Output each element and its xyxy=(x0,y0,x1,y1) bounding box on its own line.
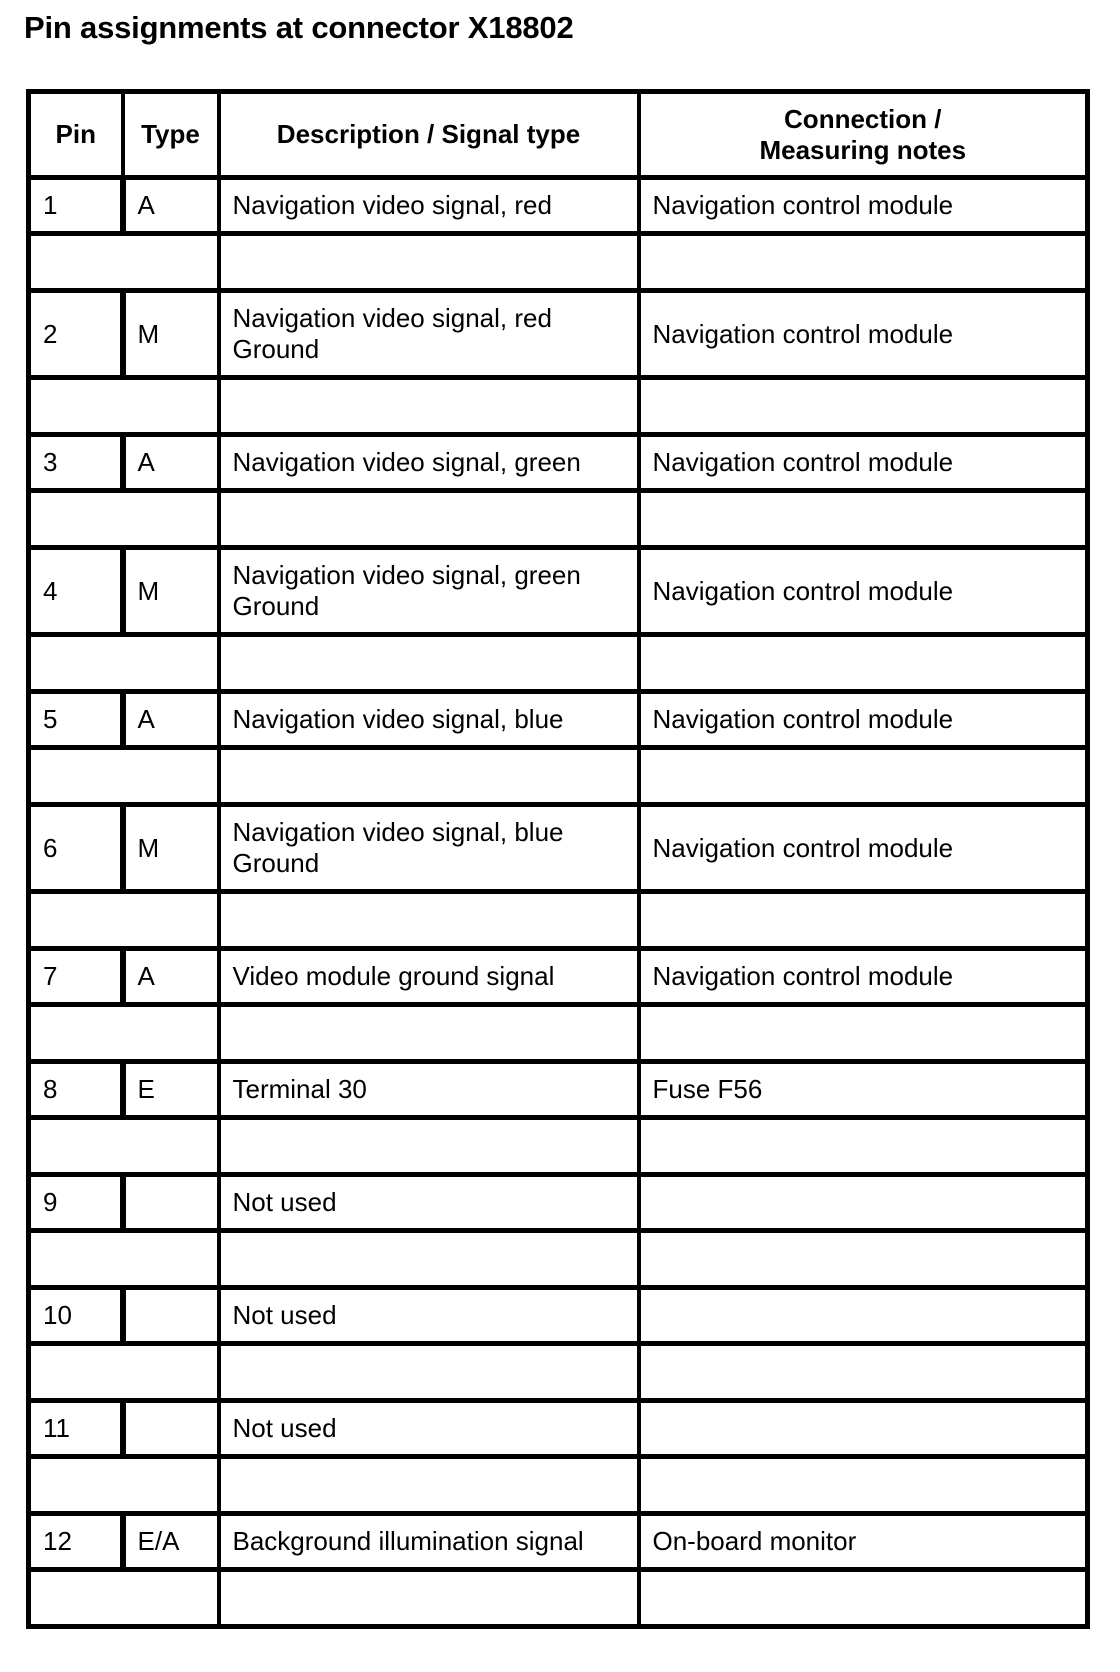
spacer-cell xyxy=(219,1231,639,1288)
pin-cell: 4 xyxy=(29,548,123,635)
table-row xyxy=(29,435,1088,491)
pin-cell: 12 xyxy=(29,1514,123,1570)
table-row xyxy=(29,1401,1088,1457)
header-connection-line1: Connection / xyxy=(784,103,942,134)
page-title: Pin assignments at connector X18802 xyxy=(24,10,574,45)
pin-cell: 5 xyxy=(29,692,123,748)
spacer-cell xyxy=(219,234,639,291)
pin-cell: 7 xyxy=(29,949,123,1005)
spacer-cell xyxy=(29,748,219,805)
type-cell: M xyxy=(123,548,219,635)
table-header-row xyxy=(29,92,1088,178)
spacer-cell xyxy=(29,234,219,291)
spacer-cell xyxy=(639,1231,1088,1288)
connection-cell: Navigation control module xyxy=(639,178,1088,234)
type-cell: A xyxy=(123,692,219,748)
description-cell: Not used xyxy=(219,1175,639,1231)
spacer-row xyxy=(29,491,1088,548)
spacer-row xyxy=(29,892,1088,949)
description-cell: Background illumination signal xyxy=(219,1514,639,1570)
description-cell: Navigation video signal, red Ground xyxy=(219,291,639,378)
spacer-cell xyxy=(29,1231,219,1288)
type-cell: A xyxy=(123,178,219,234)
spacer-row xyxy=(29,378,1088,435)
spacer-cell xyxy=(219,1005,639,1062)
spacer-cell xyxy=(639,1570,1088,1627)
connection-cell xyxy=(639,1288,1088,1344)
spacer-cell xyxy=(219,1344,639,1401)
spacer-cell xyxy=(639,635,1088,692)
type-cell: A xyxy=(123,949,219,1005)
table-row xyxy=(29,692,1088,748)
connection-cell xyxy=(639,1175,1088,1231)
pin-assignment-table xyxy=(26,89,1090,1629)
header-connection xyxy=(639,92,1088,178)
spacer-cell xyxy=(219,1118,639,1175)
spacer-cell xyxy=(639,1457,1088,1514)
pin-cell: 10 xyxy=(29,1288,123,1344)
pin-cell: 1 xyxy=(29,178,123,234)
connection-cell: Fuse F56 xyxy=(639,1062,1088,1118)
spacer-row xyxy=(29,234,1088,291)
type-cell: M xyxy=(123,291,219,378)
table-row xyxy=(29,1062,1088,1118)
spacer-cell xyxy=(29,491,219,548)
spacer-cell xyxy=(29,1005,219,1062)
connection-cell: On-board monitor xyxy=(639,1514,1088,1570)
table-row xyxy=(29,548,1088,635)
description-cell: Terminal 30 xyxy=(219,1062,639,1118)
spacer-cell xyxy=(639,378,1088,435)
description-cell: Navigation video signal, red xyxy=(219,178,639,234)
table-row xyxy=(29,949,1088,1005)
spacer-row xyxy=(29,1344,1088,1401)
pin-cell: 2 xyxy=(29,291,123,378)
type-cell: E xyxy=(123,1062,219,1118)
spacer-row xyxy=(29,635,1088,692)
spacer-row xyxy=(29,1005,1088,1062)
spacer-cell xyxy=(29,635,219,692)
type-cell: A xyxy=(123,435,219,491)
connection-cell: Navigation control module xyxy=(639,949,1088,1005)
spacer-row xyxy=(29,1118,1088,1175)
header-connection-line2: Measuring notes xyxy=(759,134,967,165)
spacer-cell xyxy=(29,1118,219,1175)
spacer-cell xyxy=(219,1570,639,1627)
table-row xyxy=(29,805,1088,892)
spacer-cell xyxy=(639,1344,1088,1401)
type-cell: M xyxy=(123,805,219,892)
spacer-cell xyxy=(29,378,219,435)
spacer-cell xyxy=(29,1344,219,1401)
spacer-cell xyxy=(639,1118,1088,1175)
connection-cell xyxy=(639,1401,1088,1457)
pin-cell: 9 xyxy=(29,1175,123,1231)
connection-cell: Navigation control module xyxy=(639,435,1088,491)
description-cell: Navigation video signal, blue xyxy=(219,692,639,748)
spacer-cell xyxy=(219,378,639,435)
connection-cell: Navigation control module xyxy=(639,805,1088,892)
description-cell: Navigation video signal, blue Ground xyxy=(219,805,639,892)
type-cell xyxy=(123,1288,219,1344)
table-row xyxy=(29,291,1088,378)
header-pin: Pin xyxy=(29,92,123,178)
table-body xyxy=(29,178,1088,1627)
spacer-row xyxy=(29,1457,1088,1514)
spacer-cell xyxy=(29,1457,219,1514)
spacer-cell xyxy=(219,491,639,548)
table-row xyxy=(29,1514,1088,1570)
connection-cell: Navigation control module xyxy=(639,548,1088,635)
pin-cell: 6 xyxy=(29,805,123,892)
spacer-row xyxy=(29,1231,1088,1288)
type-cell xyxy=(123,1401,219,1457)
spacer-cell xyxy=(219,892,639,949)
spacer-cell xyxy=(29,1570,219,1627)
pin-cell: 11 xyxy=(29,1401,123,1457)
spacer-cell xyxy=(29,892,219,949)
type-cell xyxy=(123,1175,219,1231)
table-row xyxy=(29,178,1088,234)
connection-cell: Navigation control module xyxy=(639,692,1088,748)
description-cell: Navigation video signal, green xyxy=(219,435,639,491)
description-cell: Video module ground signal xyxy=(219,949,639,1005)
spacer-cell xyxy=(219,635,639,692)
table-row xyxy=(29,1288,1088,1344)
connection-cell: Navigation control module xyxy=(639,291,1088,378)
spacer-cell xyxy=(219,1457,639,1514)
spacer-cell xyxy=(639,748,1088,805)
spacer-cell xyxy=(639,234,1088,291)
spacer-cell xyxy=(639,491,1088,548)
description-cell: Not used xyxy=(219,1401,639,1457)
spacer-cell xyxy=(219,748,639,805)
pin-cell: 3 xyxy=(29,435,123,491)
spacer-row xyxy=(29,748,1088,805)
header-description: Description / Signal type xyxy=(219,92,639,178)
pin-cell: 8 xyxy=(29,1062,123,1118)
type-cell: E/A xyxy=(123,1514,219,1570)
header-type: Type xyxy=(123,92,219,178)
description-cell: Navigation video signal, green Ground xyxy=(219,548,639,635)
spacer-cell xyxy=(639,892,1088,949)
table-row xyxy=(29,1175,1088,1231)
spacer-row xyxy=(29,1570,1088,1627)
description-cell: Not used xyxy=(219,1288,639,1344)
spacer-cell xyxy=(639,1005,1088,1062)
